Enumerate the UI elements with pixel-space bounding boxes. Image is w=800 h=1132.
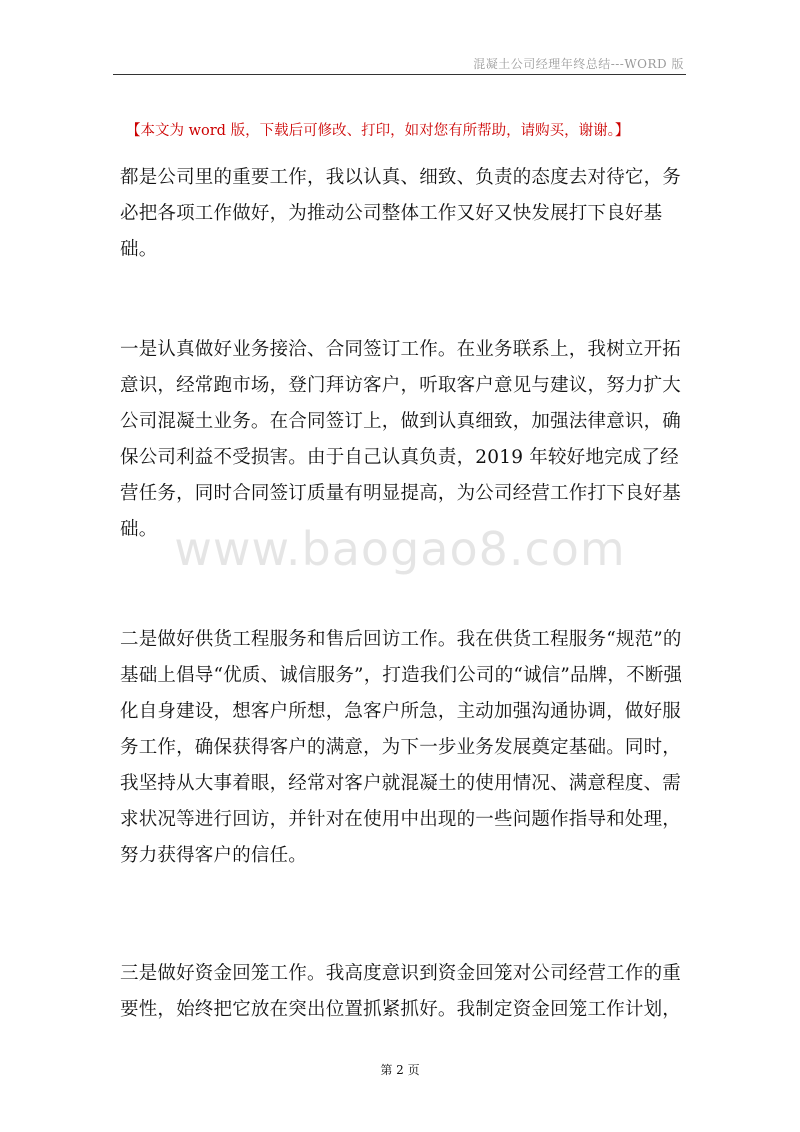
paragraph-line: 础。 <box>120 239 158 260</box>
paragraph-line: 意识，经常跑市场，登门拜访客户，听取客户意见与建议，努力扩大 <box>120 375 682 396</box>
paragraph-line: 化自身建设，想客户所想，急客户所急，主动加强沟通协调，做好服 <box>120 701 682 722</box>
paragraph-line: 我坚持从大事着眼，经常对客户就混凝土的使用情况、满意程度、需 <box>120 773 682 794</box>
paragraph-line: 必把各项工作做好，为推动公司整体工作又好又快发展打下良好基 <box>120 203 663 224</box>
paragraph-2 <box>120 332 694 548</box>
paragraph-line: 二是做好供货工程服务和售后回访工作。我在供货工程服务“规范”的 <box>120 629 682 650</box>
paragraph-3 <box>120 622 694 874</box>
paragraph-4 <box>120 956 694 1028</box>
paragraph-line: 保公司利益不受损害。由于自己认真负责，2019 年较好地完成了经 <box>120 447 679 468</box>
paragraph-line: 营任务，同时合同签订质量有明显提高，为公司经营工作打下良好基 <box>120 483 682 504</box>
paragraph-line: 要性，始终把它放在突出位置抓紧抓好。我制定资金回笼工作计划， <box>120 999 682 1020</box>
paragraph-line: 务工作，确保获得客户的满意，为下一步业务发展奠定基础。同时， <box>120 737 682 758</box>
paragraph-line: 三是做好资金回笼工作。我高度意识到资金回笼对公司经营工作的重 <box>120 963 682 984</box>
paragraph-line: 求状况等进行回访，并针对在使用中出现的一些问题作指导和处理， <box>120 809 682 830</box>
paragraph-line: 公司混凝土业务。在合同签订上，做到认真细致，加强法律意识，确 <box>120 411 682 432</box>
document-header-title: 混凝土公司经理年终总结---WORD 版 <box>473 57 684 71</box>
paragraph-1 <box>120 160 694 268</box>
paragraph-line: 基础上倡导“优质、诚信服务”，打造我们公司的“诚信”品牌，不断强 <box>120 665 683 686</box>
paragraph-line: 一是认真做好业务接洽、合同签订工作。在业务联系上，我树立开拓 <box>120 339 682 360</box>
paragraph-line: 努力获得客户的信任。 <box>120 845 308 866</box>
watermark: www.baogao8.com <box>174 522 626 576</box>
download-notice: 【本文为 word 版，下载后可修改、打印，如对您有所帮助，请购买，谢谢。】 <box>126 123 630 139</box>
paragraph-line: 都是公司里的重要工作，我以认真、细致、负责的态度去对待它，务 <box>120 167 682 188</box>
page-number: 第 2 页 <box>380 1063 420 1077</box>
header-divider <box>113 74 686 75</box>
paragraph-line: 础。 <box>120 519 158 540</box>
